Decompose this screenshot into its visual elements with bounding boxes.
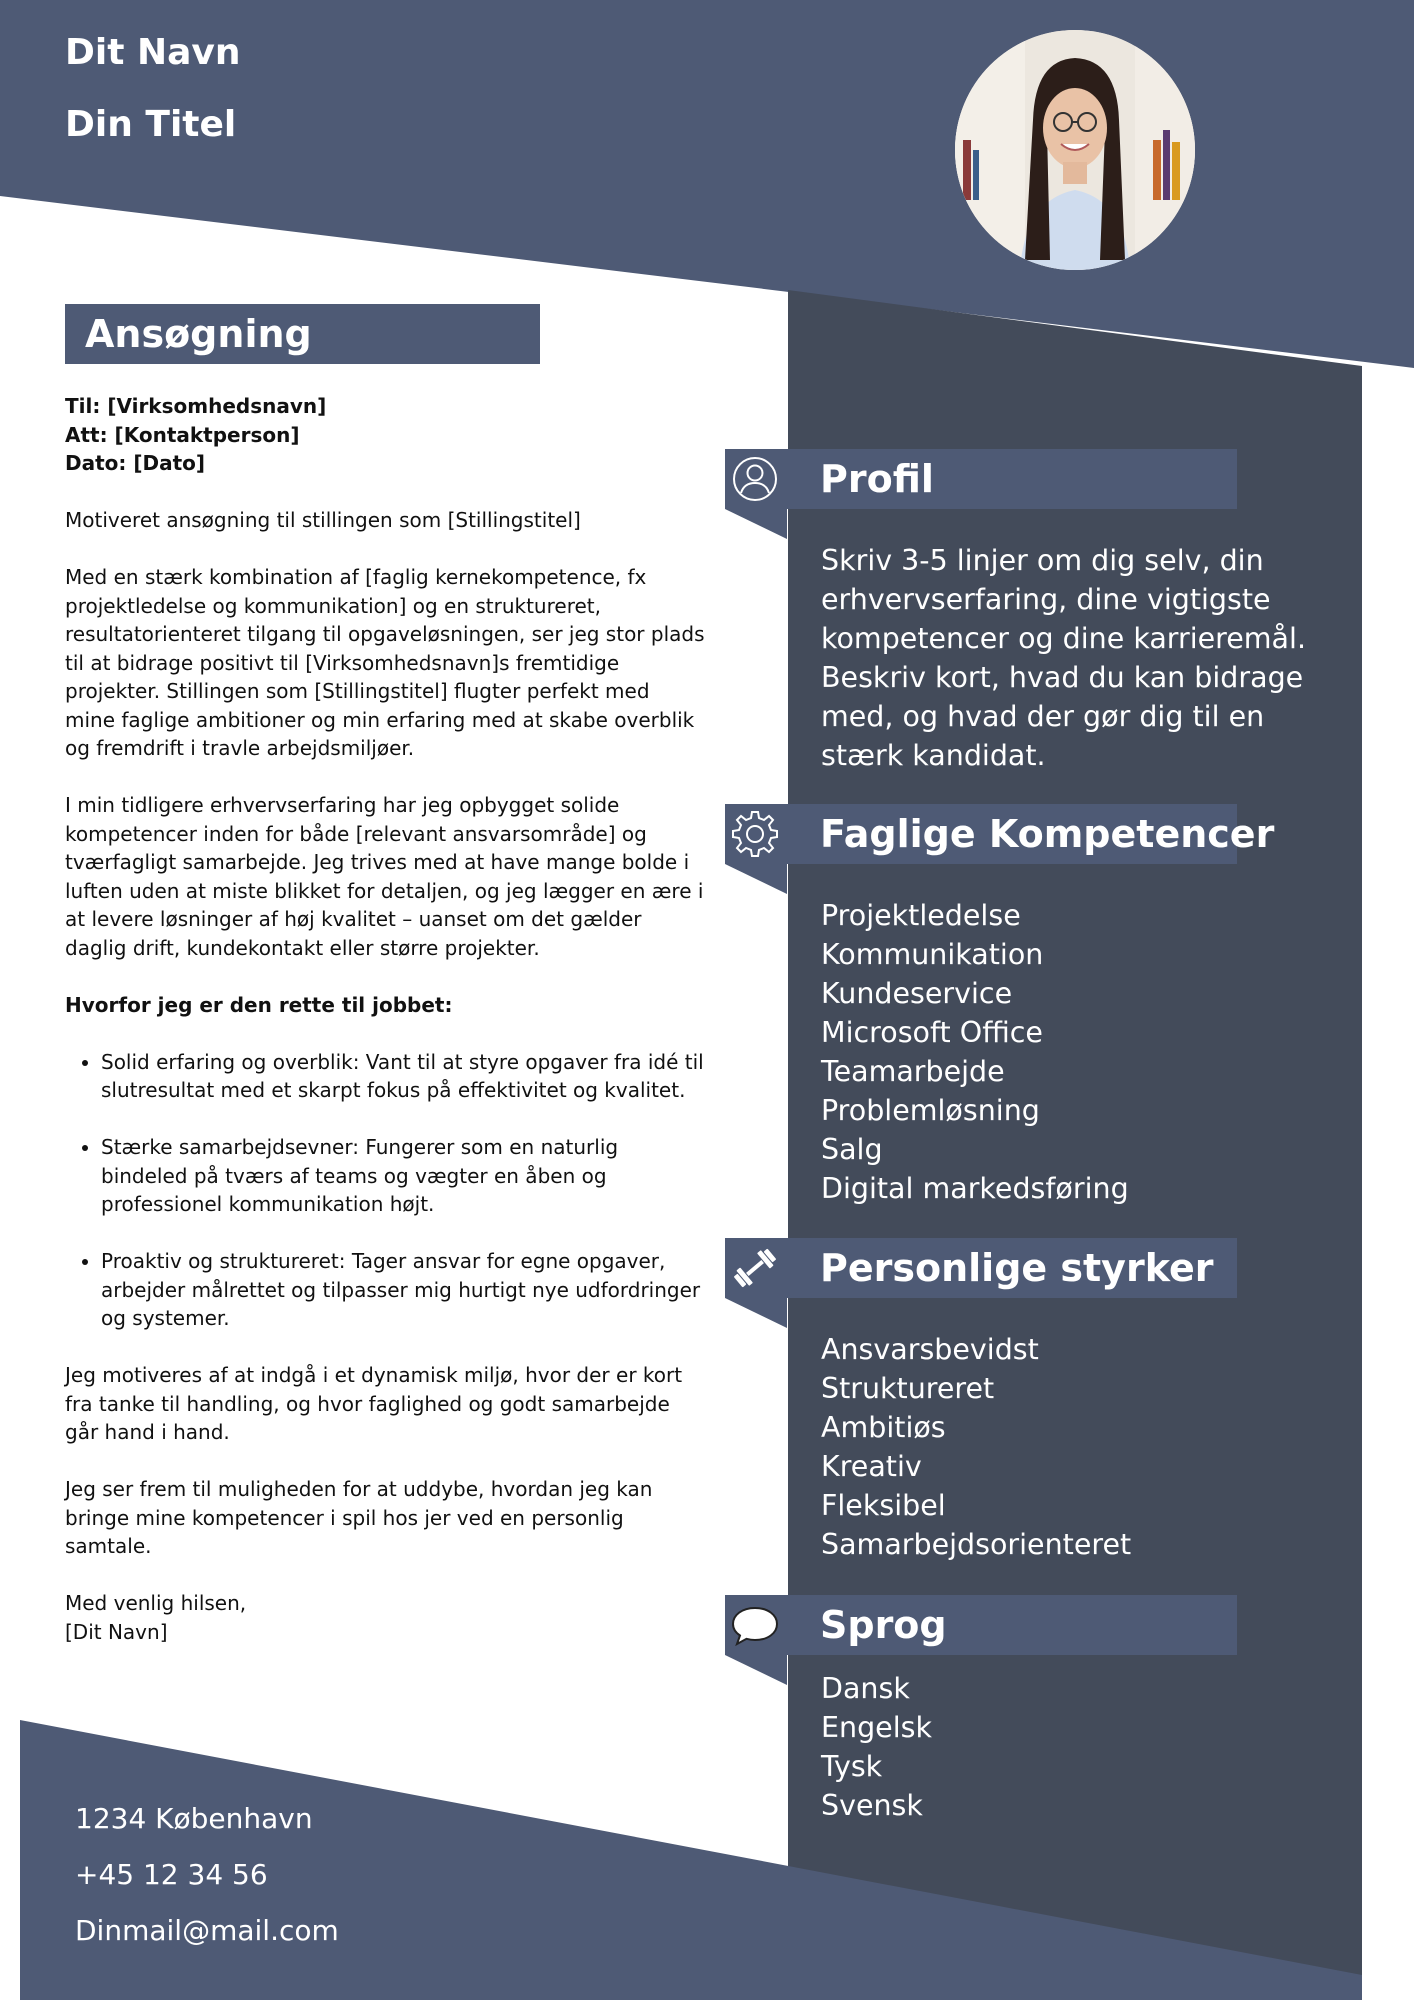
contact-phone: +45 12 34 56 (75, 1858, 268, 1891)
closing-text: Med venlig hilsen, (65, 1591, 247, 1615)
dumbbell-icon (730, 1243, 780, 1293)
cover-letter (65, 392, 705, 1675)
strengths-title: Personlige styrker (820, 1246, 1214, 1290)
language-item: Engelsk (821, 1711, 932, 1744)
strength-item: Fleksibel (821, 1489, 946, 1522)
letter-subject: Motiveret ansøgning til stillingen som [Stillingstitel] (65, 508, 581, 532)
strength-item: Struktureret (821, 1372, 995, 1405)
skill-item: Kommunikation (821, 938, 1044, 971)
speech-bubble-icon (730, 1600, 780, 1650)
letter-date: Dato: [Dato] (65, 451, 206, 475)
letter-paragraph-4: Jeg ser frem til muligheden for at uddybe, hvordan jeg kan bringe mine kompetencer i spil hos jer ved en personlig samtale. (65, 1477, 653, 1558)
profile-text: Skriv 3-5 linjer om dig selv, din erhvervserfaring, dine vigtigste kompetencer og dine karrieremål. Beskriv kort, hvad du kan bidrage med, og hvad der gør dig til en stærk kandidat. (821, 544, 1307, 772)
recipient-company: Til: [Virksomhedsnavn] (65, 394, 327, 418)
contact-email: Dinmail@mail.com (75, 1914, 339, 1947)
languages-title: Sprog (820, 1603, 947, 1647)
letter-signoff (65, 1589, 705, 1646)
user-icon (730, 454, 780, 504)
name-heading: Dit Navn (65, 32, 241, 73)
profile-title: Profil (820, 457, 934, 501)
banner-tail (725, 1655, 787, 1685)
qualification-item: • Solid erfaring og overblik: Vant til at styre opgaver fra idé til slutresultat med et skarpt fokus på effektivitet og kvalitet. (101, 1048, 705, 1105)
skills-section-header (725, 804, 1275, 864)
language-item: Dansk (821, 1672, 910, 1705)
strength-item: Kreativ (821, 1450, 922, 1483)
recipient-attention: Att: [Kontaktperson] (65, 422, 300, 447)
signature-name: [Dit Navn] (65, 1619, 168, 1644)
letter-paragraph-1: Med en stærk kombination af [faglig kernekompetence, fx projektledelse og kommunikation] og en struktureret, resultatorienteret tilgang til opgaveløsningen, ser jeg stor plads til at bidrage positivt til [Virksomhedsnavn]s fremtidige projekter. Stillingen som [Stillingstitel] flugter perfekt med mine faglige ambitioner og min erfaring med at skabe overblik og fremdrift i travle arbejdsmiljøer. (65, 565, 705, 760)
languages-section-header (725, 1595, 1237, 1655)
skill-item: Digital markedsføring (821, 1172, 1129, 1205)
title-heading: Din Titel (65, 104, 237, 145)
banner-tail (725, 864, 787, 894)
qualification-item: • Proaktiv og struktureret: Tager ansvar for egne opgaver, arbejder målrettet og tilpasser mig hurtigt nye udfordringer og systemer. (101, 1247, 705, 1333)
languages-list (821, 1669, 1341, 1825)
skill-item: Microsoft Office (821, 1016, 1043, 1049)
banner-tail (725, 509, 787, 539)
strength-item: Samarbejdsorienteret (821, 1528, 1132, 1561)
language-item: Svensk (821, 1789, 923, 1822)
qualification-list (65, 1048, 705, 1333)
letter-paragraph-2: I min tidligere erhvervserfaring har jeg opbygget solide kompetencer inden for både [relevant ansvarsområde] og tværfagligt samarbejde. Jeg trives med at have mange bolde i luften uden at miste blikket for detaljen, og jeg lægger en ære i at levere løsninger af høj kvalitet – uanset om det gælder daglig drift, kundekontakt eller større projekter. (65, 793, 704, 960)
banner-tail (725, 1298, 787, 1328)
profile-section-header (725, 449, 1237, 509)
why-heading: Hvorfor jeg er den rette til jobbet: (65, 992, 453, 1017)
skill-item: Projektledelse (821, 899, 1021, 932)
skills-list (821, 896, 1341, 1208)
strength-item: Ansvarsbevidst (821, 1333, 1039, 1366)
recipient-block (65, 392, 705, 478)
profile-photo (955, 30, 1195, 270)
strengths-list (821, 1330, 1341, 1564)
skill-item: Salg (821, 1133, 883, 1166)
contact-address: 1234 København (75, 1802, 313, 1835)
letter-paragraph-3: Jeg motiveres af at indgå i et dynamisk miljø, hvor der er kort fra tanke til handling, og hvor faglighed og godt samarbejde går hand i hand. (65, 1363, 683, 1444)
skill-item: Kundeservice (821, 977, 1013, 1010)
gear-icon (730, 809, 780, 859)
strengths-section-header (725, 1238, 1237, 1298)
skill-item: Teamarbejde (821, 1055, 1005, 1088)
qualification-item: • Stærke samarbejdsevner: Fungerer som en naturlig bindeled på tværs af teams og vægter en åben og professionel kommunikation højt. (101, 1133, 705, 1219)
strength-item: Ambitiøs (821, 1411, 946, 1444)
skill-item: Problemløsning (821, 1094, 1040, 1127)
skills-title: Faglige Kompetencer (820, 812, 1275, 856)
application-heading: Ansøgning (65, 304, 540, 364)
language-item: Tysk (821, 1750, 883, 1783)
